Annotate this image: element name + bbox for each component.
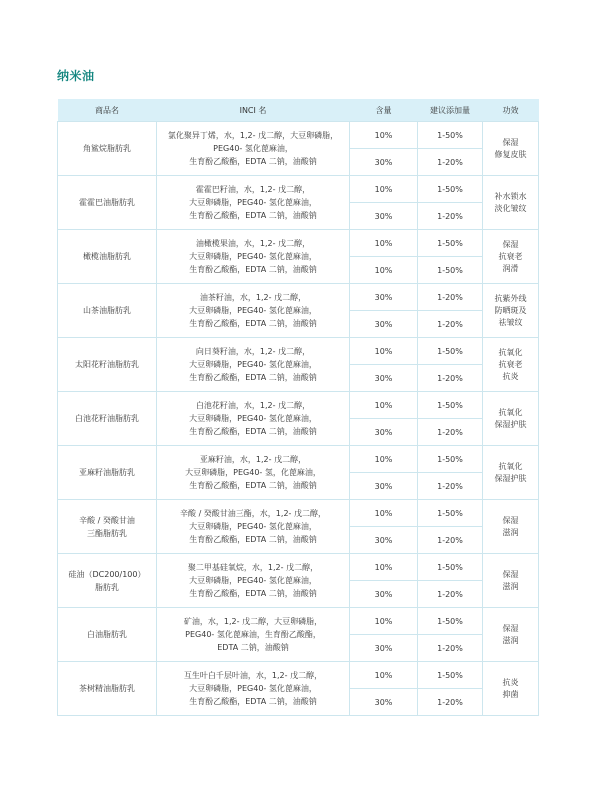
effect-line: 淡化皱纹 [494, 203, 527, 213]
effect-line: 抑菌 [502, 689, 519, 699]
dosage-cell: 1-50% [418, 257, 483, 284]
content-cell: 30% [350, 365, 418, 392]
dosage-cell: 1-20% [418, 284, 483, 311]
dosage-cell: 1-50% [418, 122, 483, 149]
product-name-line: 硅油（DC200/100） [68, 569, 146, 579]
effect-cell [483, 230, 539, 284]
dosage-cell: 1-50% [418, 554, 483, 581]
product-name-cell [58, 338, 157, 392]
effect-line: 抗炎 [502, 677, 519, 687]
effect-cell [483, 122, 539, 176]
table-row [58, 392, 539, 419]
table-body [58, 122, 539, 716]
product-name-line: 辛酸 / 癸酸甘油 [79, 515, 135, 525]
content-cell: 30% [350, 689, 418, 716]
inci-line: 辛酸 / 癸酸甘油三酯，水，1,2- 戊二醇， [180, 509, 326, 518]
effect-cell [483, 176, 539, 230]
inci-line: 油茶籽油，水，1,2- 戊二醇， [199, 293, 307, 302]
content-cell: 30% [350, 149, 418, 176]
effect-line: 润滑 [502, 263, 519, 273]
product-name-cell [58, 122, 157, 176]
effect-line: 保湿 [502, 515, 519, 525]
dosage-cell: 1-20% [418, 365, 483, 392]
dosage-cell: 1-20% [418, 311, 483, 338]
product-name-line: 角鲨烷脂肪乳 [83, 144, 131, 153]
dosage-cell: 1-50% [418, 176, 483, 203]
table-header-row [58, 99, 539, 122]
product-name-line: 太阳花籽油脂肪乳 [75, 360, 139, 369]
product-name-line: 白池花籽油脂肪乳 [75, 414, 139, 423]
column-header-name: 商品名 [58, 99, 157, 122]
content-cell: 10% [350, 500, 418, 527]
content-cell: 10% [350, 122, 418, 149]
product-name-cell [58, 446, 157, 500]
content-cell: 10% [350, 257, 418, 284]
effect-line: 保湿 [502, 569, 519, 579]
inci-line: 油橄榄果油，水，1,2- 戊二醇， [195, 239, 311, 248]
inci-line: 生育酚乙酸酯，EDTA 二钠，油酸钠 [189, 373, 317, 382]
inci-cell [157, 176, 350, 230]
inci-line: 大豆卵磷脂，PEG40- 氢，化蓖麻油， [185, 468, 321, 477]
product-name-cell [58, 500, 157, 554]
table-row [58, 338, 539, 365]
effect-line: 滋润 [502, 527, 519, 537]
inci-cell [157, 122, 350, 176]
effect-line: 修复皮肤 [494, 149, 527, 159]
effect-cell [483, 338, 539, 392]
column-header-effect: 功效 [483, 99, 539, 122]
product-name-line: 霍霍巴油脂肪乳 [79, 198, 135, 207]
product-name-line: 茶树精油脂肪乳 [79, 684, 135, 693]
dosage-cell: 1-50% [418, 392, 483, 419]
product-name-cell [58, 284, 157, 338]
effect-line: 保湿 [502, 239, 519, 249]
product-name-cell [58, 662, 157, 716]
product-name-cell [58, 554, 157, 608]
effect-line: 祛皱纹 [498, 317, 523, 327]
inci-line: PEG40- 氢化蓖麻油，生育酚乙酸酯， [185, 630, 321, 639]
product-name-cell [58, 230, 157, 284]
inci-cell [157, 230, 350, 284]
inci-line: 大豆卵磷脂，PEG40- 氢化蓖麻油， [189, 360, 317, 369]
effect-cell [483, 284, 539, 338]
product-name-line: 白油脂肪乳 [87, 630, 127, 639]
content-cell: 30% [350, 581, 418, 608]
inci-line: 生育酚乙酸酯，EDTA 二钠，油酸钠 [189, 697, 317, 706]
product-name-cell [58, 608, 157, 662]
content-cell: 30% [350, 635, 418, 662]
effect-line: 抗紫外线 [494, 293, 527, 303]
inci-line: 聚二甲基硅氧烷，水，1,2- 戊二醇， [187, 563, 319, 572]
product-name-line: 山茶油脂肪乳 [83, 306, 131, 315]
effect-line: 保湿 [502, 137, 519, 147]
dosage-cell: 1-20% [418, 581, 483, 608]
product-name-line: 脂肪乳 [95, 582, 119, 592]
content-cell: 30% [350, 284, 418, 311]
dosage-cell: 1-50% [418, 500, 483, 527]
effect-cell [483, 500, 539, 554]
inci-line: 大豆卵磷脂，PEG40- 氢化蓖麻油， [189, 684, 317, 693]
effect-cell [483, 608, 539, 662]
inci-cell [157, 554, 350, 608]
inci-line: 生育酚乙酸酯，EDTA 二钠，油酸钠 [189, 427, 317, 436]
dosage-cell: 1-20% [418, 527, 483, 554]
dosage-cell: 1-50% [418, 230, 483, 257]
inci-line: 大豆卵磷脂，PEG40- 氢化蓖麻油， [189, 306, 317, 315]
dosage-cell: 1-50% [418, 608, 483, 635]
inci-line: 生育酚乙酸酯，EDTA 二钠，油酸钠 [189, 481, 317, 490]
inci-line: 霍霍巴籽油，水，1,2- 戊二醇， [195, 185, 311, 194]
dosage-cell: 1-50% [418, 446, 483, 473]
effect-cell [483, 662, 539, 716]
effect-line: 保湿护肤 [494, 473, 527, 483]
inci-line: 大豆卵磷脂，PEG40- 氢化蓖麻油， [189, 576, 317, 585]
inci-cell [157, 338, 350, 392]
inci-cell [157, 392, 350, 446]
table-row [58, 608, 539, 635]
content-cell: 30% [350, 527, 418, 554]
effect-line: 滋润 [502, 581, 519, 591]
dosage-cell: 1-20% [418, 203, 483, 230]
table-row [58, 176, 539, 203]
product-name-cell [58, 176, 157, 230]
dosage-cell: 1-20% [418, 419, 483, 446]
inci-line: 氯化聚异丁烯，水，1,2- 戊二醇，大豆卵磷脂， [167, 131, 339, 140]
table-row [58, 284, 539, 311]
table-row [58, 446, 539, 473]
table-row [58, 500, 539, 527]
effect-line: 补水锁水 [494, 191, 527, 201]
product-name-line: 橄榄油脂肪乳 [83, 252, 131, 261]
inci-cell [157, 662, 350, 716]
effect-line: 抗衰老 [498, 251, 523, 261]
inci-line: EDTA 二钠，油酸钠 [217, 643, 289, 652]
content-cell: 10% [350, 230, 418, 257]
inci-line: 生育酚乙酸酯，EDTA 二钠，油酸钠 [189, 265, 317, 274]
inci-line: 互生叶白千层叶油，水，1,2- 戊二醇， [183, 671, 323, 680]
table-row [58, 122, 539, 149]
content-cell: 10% [350, 662, 418, 689]
inci-cell [157, 500, 350, 554]
inci-cell [157, 284, 350, 338]
dosage-cell: 1-20% [418, 473, 483, 500]
inci-line: 大豆卵磷脂，PEG40- 氢化蓖麻油， [189, 198, 317, 207]
column-header-dosage: 建议添加量 [418, 99, 483, 122]
content-cell: 30% [350, 419, 418, 446]
section-title: 纳米油 [57, 69, 95, 83]
content-cell: 10% [350, 392, 418, 419]
product-name-cell [58, 392, 157, 446]
table-row [58, 230, 539, 257]
inci-line: 生育酚乙酸酯，EDTA 二钠，油酸钠 [189, 589, 317, 598]
inci-line: 大豆卵磷脂，PEG40- 氢化蓖麻油， [189, 522, 317, 531]
dosage-cell: 1-20% [418, 689, 483, 716]
effect-line: 滋润 [502, 635, 519, 645]
effect-line: 抗炎 [502, 371, 519, 381]
effect-line: 抗氧化 [498, 407, 523, 417]
table-row [58, 554, 539, 581]
content-cell: 30% [350, 203, 418, 230]
content-cell: 10% [350, 554, 418, 581]
inci-line: 亚麻籽油，水，1,2- 戊二醇， [199, 455, 307, 464]
inci-line: 大豆卵磷脂，PEG40- 氢化蓖麻油， [189, 252, 317, 261]
dosage-cell: 1-20% [418, 149, 483, 176]
inci-line: 向日葵籽油，水，1,2- 戊二醇， [195, 347, 311, 356]
dosage-cell: 1-50% [418, 662, 483, 689]
column-header-inci: INCI 名 [157, 99, 350, 122]
table-row [58, 662, 539, 689]
inci-line: 生育酚乙酸酯，EDTA 二钠，油酸钠 [189, 211, 317, 220]
content-cell: 10% [350, 338, 418, 365]
effect-cell [483, 446, 539, 500]
inci-cell [157, 446, 350, 500]
dosage-cell: 1-50% [418, 338, 483, 365]
inci-line: 生育酚乙酸酯，EDTA 二钠，油酸钠 [189, 157, 317, 166]
inci-cell [157, 608, 350, 662]
content-cell: 30% [350, 311, 418, 338]
effect-line: 抗衰老 [498, 359, 523, 369]
content-cell: 10% [350, 608, 418, 635]
content-cell: 10% [350, 176, 418, 203]
inci-line: 矿油，水，1,2- 戊二醇，大豆卵磷脂， [183, 617, 323, 626]
effect-line: 保湿护肤 [494, 419, 527, 429]
effect-line: 保湿 [502, 623, 519, 633]
inci-line: 大豆卵磷脂，PEG40- 氢化蓖麻油， [189, 414, 317, 423]
effect-line: 抗氧化 [498, 461, 523, 471]
inci-line: 生育酚乙酸酯，EDTA 二钠，油酸钠 [189, 535, 317, 544]
product-name-line: 三酯脂肪乳 [87, 528, 127, 538]
column-header-content: 含量 [350, 99, 418, 122]
effect-line: 防晒斑及 [494, 305, 527, 315]
content-cell: 10% [350, 446, 418, 473]
content-cell: 30% [350, 473, 418, 500]
product-table [57, 99, 539, 716]
effect-line: 抗氧化 [498, 347, 523, 357]
effect-cell [483, 392, 539, 446]
inci-line: 生育酚乙酸酯，EDTA 二钠，油酸钠 [189, 319, 317, 328]
dosage-cell: 1-20% [418, 635, 483, 662]
product-name-line: 亚麻籽油脂肪乳 [79, 468, 135, 477]
inci-line: 白池花籽油，水，1,2- 戊二醇， [195, 401, 311, 410]
inci-line: PEG40- 氢化蓖麻油， [213, 144, 293, 153]
effect-cell [483, 554, 539, 608]
